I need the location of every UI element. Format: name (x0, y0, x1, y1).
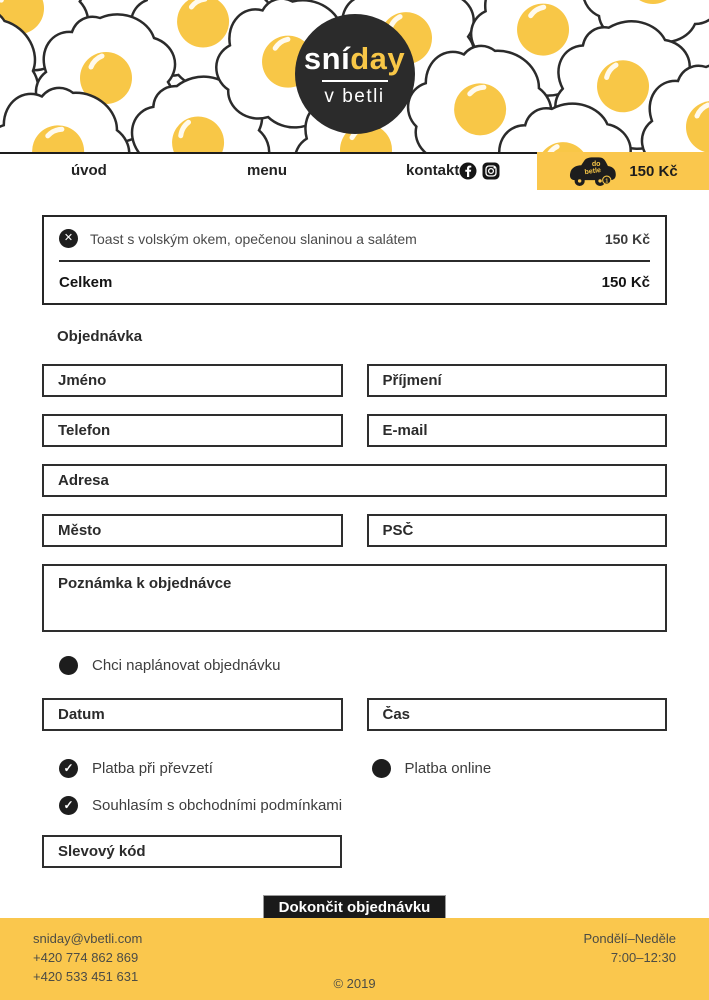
order-total-label: Celkem (59, 274, 113, 291)
logo-divider (322, 80, 388, 82)
brand-name (303, 40, 406, 76)
header (0, 0, 709, 152)
order-item-price: 150 Kč (604, 230, 650, 247)
schedule-checkbox[interactable] (59, 656, 78, 675)
brand-subtitle: v betli (324, 85, 385, 107)
schedule-option-row (42, 656, 667, 675)
footer-time-range: 7:00–12:30 (610, 950, 676, 965)
terms-checkbox[interactable] (59, 796, 78, 815)
payment-cash-label: Platba při převzetí (92, 760, 213, 777)
navbar (0, 152, 709, 188)
payment-options-row (42, 759, 667, 778)
cart-total: 150 Kč (629, 162, 678, 180)
instagram-icon[interactable] (482, 162, 500, 180)
order-item-name: Toast s volským okem, opečenou slaninou a salátem (90, 230, 417, 247)
email-input[interactable] (367, 414, 668, 447)
date-input[interactable] (42, 698, 343, 731)
order-summary (42, 215, 667, 305)
footer-phone-2[interactable]: +420 533 451 631 (33, 969, 139, 984)
form-heading: Objednávka (57, 328, 143, 345)
facebook-icon[interactable] (459, 162, 477, 180)
check-icon: ✓ (63, 761, 74, 775)
footer-phone-1[interactable]: +420 774 862 869 (33, 950, 139, 965)
cart-button[interactable] (537, 152, 709, 190)
schedule-option-label: Chci naplánovat objednávku (92, 657, 281, 674)
close-icon: ✕ (63, 232, 74, 244)
order-item-row (44, 217, 665, 260)
nav-link-menu[interactable]: menu (247, 162, 288, 179)
delivery-car-icon (568, 155, 618, 188)
footer-copyright: © 2019 (333, 976, 376, 991)
brand-logo[interactable] (295, 14, 415, 134)
svg-text:betle: betle (584, 166, 602, 176)
order-total-row (44, 262, 665, 303)
first-name-input[interactable] (42, 364, 343, 397)
footer (0, 918, 709, 1000)
last-name-input[interactable] (367, 364, 668, 397)
remove-item-button[interactable] (59, 229, 78, 248)
brand-name-primary: sní (303, 40, 351, 76)
footer-hours (583, 929, 676, 967)
submit-order-button[interactable]: Dokončit objednávku (263, 895, 447, 921)
order-form (42, 364, 667, 921)
address-input[interactable] (42, 464, 667, 497)
order-note-textarea[interactable] (42, 564, 667, 632)
check-icon: ✓ (63, 798, 74, 812)
footer-email[interactable]: sniday@vbetli.com (33, 931, 143, 946)
terms-option-label: Souhlasím s obchodními podmínkami (92, 797, 343, 814)
svg-text:do: do (592, 160, 601, 168)
social-links (459, 162, 500, 180)
payment-online-checkbox[interactable] (372, 759, 391, 778)
main-content (0, 215, 709, 921)
payment-option-online (355, 759, 668, 778)
footer-days: Pondělí–Neděle (583, 931, 676, 946)
svg-text:1: 1 (605, 178, 609, 184)
zip-input[interactable] (367, 514, 668, 547)
payment-cash-checkbox[interactable] (59, 759, 78, 778)
order-total-value: 150 Kč (601, 274, 650, 291)
nav-link-uvod[interactable]: úvod (71, 162, 107, 179)
city-input[interactable] (42, 514, 343, 547)
phone-input[interactable] (42, 414, 343, 447)
terms-option-row (42, 796, 667, 815)
brand-name-accent: day (350, 40, 406, 76)
payment-option-cash (42, 759, 355, 778)
payment-online-label: Platba online (404, 760, 492, 777)
discount-code-input[interactable] (42, 835, 342, 868)
time-input[interactable] (367, 698, 668, 731)
nav-link-kontakt[interactable]: kontakt (406, 162, 460, 179)
